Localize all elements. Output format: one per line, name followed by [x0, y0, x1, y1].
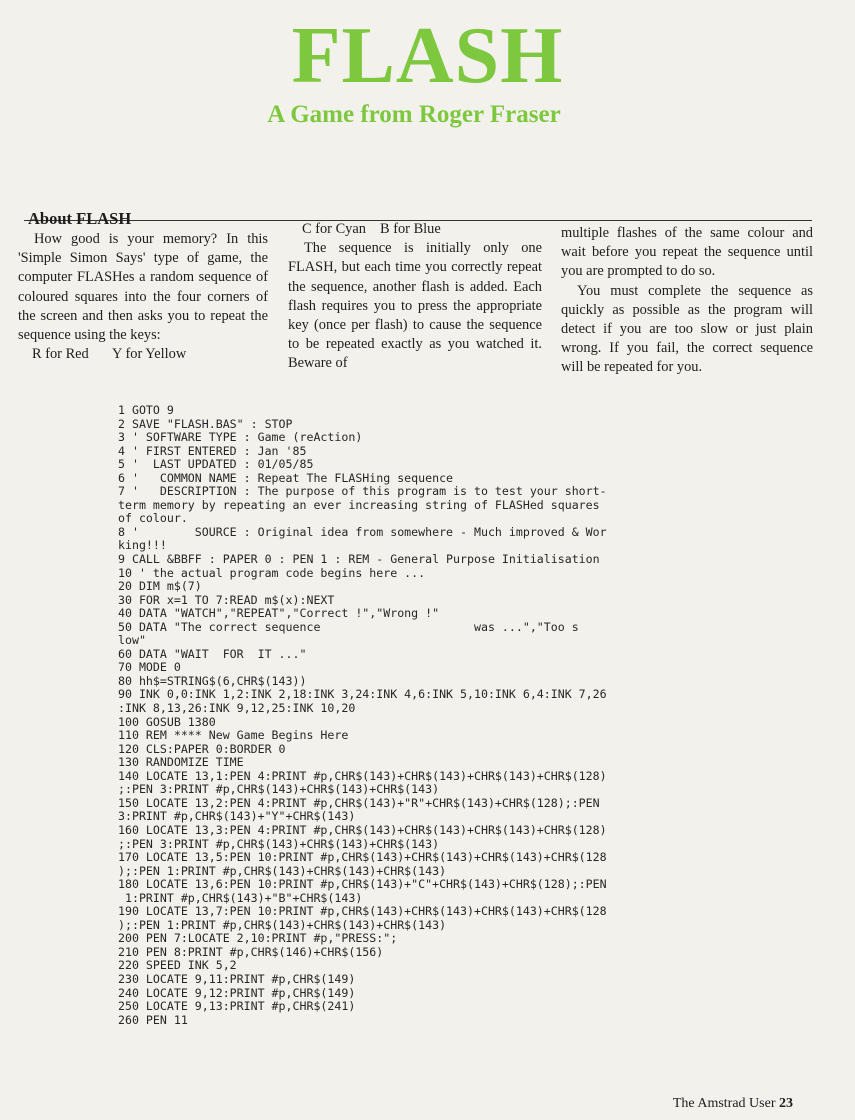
- code-line: 100 GOSUB 1380: [118, 714, 216, 729]
- paragraph: multiple flashes of the same colour and wait before you repeat the sequence until you are prompted to do so.: [561, 225, 813, 280]
- paragraph: How good is your memory? In this 'Simple Simon Says' type of game, the computer FLASHes a random sequence of coloured squares into the four corners of the screen and then asks you to repeat the sequence using the keys:: [18, 231, 268, 344]
- code-line: 230 LOCATE 9,11:PRINT #p,CHR$(149): [118, 971, 356, 986]
- magazine-name: The Amstrad User: [672, 1096, 779, 1111]
- key-blue-label: B for Blue: [380, 221, 441, 237]
- text-column-3: [561, 224, 813, 378]
- code-line: 5 ' LAST UPDATED : 01/05/85: [118, 457, 314, 472]
- code-line: 90 INK 0,0:INK 1,2:INK 2,18:INK 3,24:INK 4,6:INK 5,10:INK 6,4:INK 7,26: [118, 687, 607, 702]
- key-list-row: [288, 220, 542, 239]
- page-footer: [673, 1096, 793, 1112]
- code-line: 2 SAVE "FLASH.BAS" : STOP: [118, 416, 293, 431]
- code-line: 80 hh$=STRING$(6,CHR$(143)): [118, 673, 307, 688]
- code-line: 210 PEN 8:PRINT #p,CHR$(146)+CHR$(156): [118, 944, 384, 959]
- code-line: 110 REM **** New Game Begins Here: [118, 728, 349, 743]
- paragraph: You must complete the sequence as quickly as possible as the program will detect if you are too slow or just plain wrong. If you fail, the correct sequence will be repeated for you.: [561, 282, 813, 376]
- code-line: :INK 8,13,26:INK 9,12,25:INK 10,20: [118, 701, 356, 716]
- key-list-row: [18, 345, 268, 364]
- code-line: 50 DATA "The correct sequence was ...","Too s: [118, 619, 579, 634]
- code-line: 260 PEN 11: [118, 1012, 188, 1027]
- code-line: 200 PEN 7:LOCATE 2,10:PRINT #p,"PRESS:";: [118, 931, 398, 946]
- page-number: 23: [779, 1096, 793, 1111]
- text-column-2: [288, 220, 542, 374]
- code-line: 7 ' DESCRIPTION : The purpose of this program is to test your short-: [118, 484, 607, 499]
- code-line: 180 LOCATE 13,6:PEN 10:PRINT #p,CHR$(143)+"C"+CHR$(143)+CHR$(128);:PEN: [118, 877, 607, 892]
- code-line: 8 ' SOURCE : Original idea from somewhere - Much improved & Wor: [118, 524, 607, 539]
- code-line: 190 LOCATE 13,7:PEN 10:PRINT #p,CHR$(143)+CHR$(143)+CHR$(143)+CHR$(128: [118, 904, 607, 919]
- code-line: 40 DATA "WATCH","REPEAT","Correct !","Wrong !": [118, 606, 440, 621]
- code-line: 240 LOCATE 9,12:PRINT #p,CHR$(149): [118, 985, 356, 1000]
- code-line: 1:PRINT #p,CHR$(143)+"B"+CHR$(143): [118, 890, 363, 905]
- code-line: low": [118, 633, 146, 648]
- code-line: 30 FOR x=1 TO 7:READ m$(x):NEXT: [118, 592, 335, 607]
- code-line: term memory by repeating an ever increasing string of FLASHed squares: [118, 497, 600, 512]
- article-subtitle: A Game from Roger Fraser: [267, 101, 561, 128]
- code-line: 140 LOCATE 13,1:PEN 4:PRINT #p,CHR$(143)+CHR$(143)+CHR$(143)+CHR$(128): [118, 768, 607, 783]
- key-cyan-label: C for Cyan: [302, 221, 366, 237]
- text-column-1: [18, 208, 268, 364]
- code-line: of colour.: [118, 511, 188, 526]
- code-line: 20 DIM m$(7): [118, 579, 202, 594]
- code-line: ;:PEN 3:PRINT #p,CHR$(143)+CHR$(143)+CHR$(143): [118, 836, 440, 851]
- code-line: 170 LOCATE 13,5:PEN 10:PRINT #p,CHR$(143)+CHR$(143)+CHR$(143)+CHR$(128: [118, 850, 607, 865]
- code-line: 1 GOTO 9: [118, 403, 174, 417]
- section-heading: About FLASH: [28, 209, 132, 228]
- code-line: 150 LOCATE 13,2:PEN 4:PRINT #p,CHR$(143)+"R"+CHR$(143)+CHR$(128);:PEN: [118, 795, 600, 810]
- code-line: 60 DATA "WAIT FOR IT ...": [118, 646, 307, 661]
- code-line: 120 CLS:PAPER 0:BORDER 0: [118, 741, 286, 756]
- code-line: 3:PRINT #p,CHR$(143)+"Y"+CHR$(143): [118, 809, 356, 824]
- code-line: 130 RANDOMIZE TIME: [118, 755, 244, 770]
- code-line: 220 SPEED INK 5,2: [118, 958, 237, 973]
- code-line: 250 LOCATE 9,13:PRINT #p,CHR$(241): [118, 999, 356, 1014]
- code-line: );:PEN 1:PRINT #p,CHR$(143)+CHR$(143)+CHR$(143): [118, 863, 447, 878]
- code-line: ;:PEN 3:PRINT #p,CHR$(143)+CHR$(143)+CHR$(143): [118, 782, 440, 797]
- code-line: 3 ' SOFTWARE TYPE : Game (reAction): [118, 430, 363, 445]
- code-line: 6 ' COMMON NAME : Repeat The FLASHing sequence: [118, 470, 454, 485]
- code-line: 4 ' FIRST ENTERED : Jan '85: [118, 443, 307, 458]
- code-line: );:PEN 1:PRINT #p,CHR$(143)+CHR$(143)+CHR$(143): [118, 917, 447, 932]
- key-yellow-label: Y for Yellow: [112, 346, 187, 363]
- code-line: 70 MODE 0: [118, 660, 181, 675]
- program-listing: [118, 404, 728, 1027]
- paragraph: The sequence is initially only one FLASH, but each time you correctly repeat the sequence, another flash is added. Each flash requires you to press the appropriate key (once per flash) to cause the sequence to be repeated exactly as you watched it. Beware of: [288, 240, 542, 372]
- code-line: 160 LOCATE 13,3:PEN 4:PRINT #p,CHR$(143)+CHR$(143)+CHR$(143)+CHR$(128): [118, 822, 607, 837]
- code-line: 9 CALL &BBFF : PAPER 0 : PEN 1 : REM - General Purpose Initialisation: [118, 552, 600, 567]
- code-line: king!!!: [118, 538, 167, 553]
- key-red-label: R for Red: [32, 346, 89, 363]
- code-line: 10 ' the actual program code begins here ...: [118, 565, 426, 580]
- article-title: FLASH: [291, 12, 564, 100]
